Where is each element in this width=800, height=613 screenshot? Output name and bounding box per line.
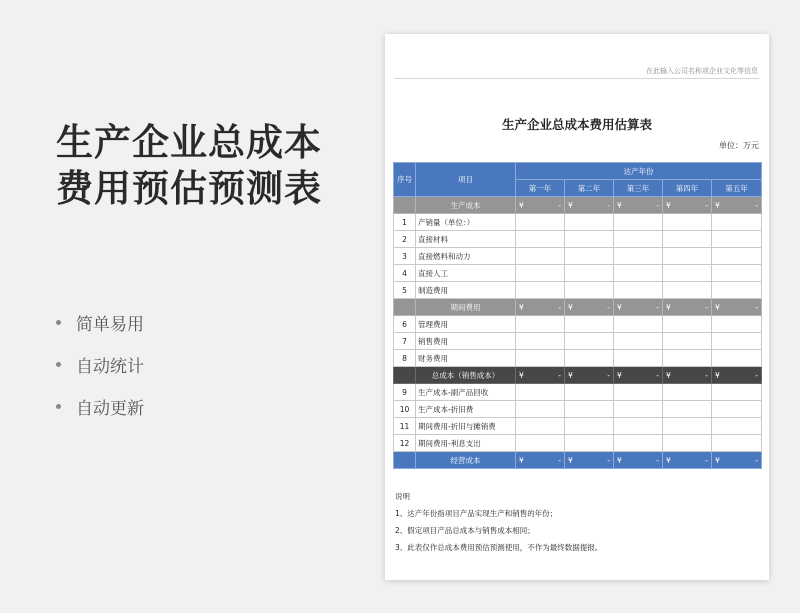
row-label: 生产成本-副产品回收 xyxy=(416,384,516,401)
currency-symbol: ¥ xyxy=(568,200,573,210)
section-seq-cell xyxy=(394,197,416,214)
value-cell[interactable] xyxy=(614,333,663,350)
value-cell[interactable] xyxy=(565,248,614,265)
cell-value: - xyxy=(656,455,659,465)
notes-heading: 说明 xyxy=(395,492,410,501)
row-label: 直接人工 xyxy=(416,265,516,282)
row-number: 9 xyxy=(394,384,416,401)
row-number: 12 xyxy=(394,435,416,452)
section-total-cell[interactable] xyxy=(663,367,712,384)
value-cell[interactable] xyxy=(565,350,614,367)
value-cell[interactable] xyxy=(663,231,712,248)
section-total-cell[interactable] xyxy=(614,197,663,214)
currency-symbol: ¥ xyxy=(568,302,573,312)
section-label: 经营成本 xyxy=(416,452,516,469)
cell-value: - xyxy=(705,302,708,312)
promo-title xyxy=(56,120,322,212)
value-cell[interactable] xyxy=(614,384,663,401)
feature-label: 自动更新 xyxy=(76,399,144,419)
value-cell[interactable] xyxy=(565,231,614,248)
value-cell[interactable] xyxy=(516,418,565,435)
currency-symbol: ¥ xyxy=(666,455,671,465)
value-cell[interactable] xyxy=(663,401,712,418)
header-year: 第一年 xyxy=(516,180,565,197)
section-seq-cell xyxy=(394,299,416,316)
cell-value: - xyxy=(607,370,610,380)
header-seq: 序号 xyxy=(394,163,416,197)
value-cell[interactable] xyxy=(712,282,762,299)
section-total-cell[interactable] xyxy=(712,197,762,214)
table-row xyxy=(394,214,762,231)
row-label: 期间费用-利息支出 xyxy=(416,435,516,452)
value-cell[interactable] xyxy=(663,418,712,435)
cell-value: - xyxy=(755,370,758,380)
feature-item xyxy=(56,312,144,333)
section-seq-cell xyxy=(394,367,416,384)
value-cell[interactable] xyxy=(712,316,762,333)
cell-value: - xyxy=(755,455,758,465)
section-total-cell[interactable] xyxy=(565,452,614,469)
currency-symbol: ¥ xyxy=(715,455,720,465)
cell-value: - xyxy=(656,302,659,312)
feature-item xyxy=(56,396,144,417)
value-cell[interactable] xyxy=(663,282,712,299)
document-title: 生产企业总成本费用估算表 xyxy=(501,117,652,132)
value-cell[interactable] xyxy=(565,282,614,299)
cell-value: - xyxy=(755,302,758,312)
promo-title-line1: 生产企业总成本 xyxy=(56,121,322,164)
row-label: 财务费用 xyxy=(416,350,516,367)
currency-symbol: ¥ xyxy=(617,455,622,465)
bullet-icon xyxy=(56,404,61,409)
row-label: 制造费用 xyxy=(416,282,516,299)
section-row xyxy=(394,197,762,214)
row-number: 6 xyxy=(394,316,416,333)
table-row xyxy=(394,282,762,299)
section-row xyxy=(394,367,762,384)
value-cell[interactable] xyxy=(565,435,614,452)
cell-value: - xyxy=(607,455,610,465)
cell-value: - xyxy=(607,302,610,312)
value-cell[interactable] xyxy=(565,333,614,350)
value-cell[interactable] xyxy=(712,401,762,418)
unit-label: 单位：万元 xyxy=(719,141,759,150)
value-cell[interactable] xyxy=(614,350,663,367)
table-row xyxy=(394,265,762,282)
currency-symbol: ¥ xyxy=(617,200,622,210)
section-label: 总成本（销售成本） xyxy=(416,367,516,384)
value-cell[interactable] xyxy=(712,384,762,401)
cell-value: - xyxy=(607,200,610,210)
section-total-cell[interactable] xyxy=(712,452,762,469)
table-row xyxy=(394,350,762,367)
value-cell[interactable] xyxy=(565,316,614,333)
section-total-cell[interactable] xyxy=(565,299,614,316)
currency-symbol: ¥ xyxy=(568,370,573,380)
value-cell[interactable] xyxy=(712,435,762,452)
feature-list xyxy=(56,312,144,438)
value-cell[interactable] xyxy=(516,401,565,418)
currency-symbol: ¥ xyxy=(715,200,720,210)
row-number: 8 xyxy=(394,350,416,367)
row-number: 10 xyxy=(394,401,416,418)
section-total-cell[interactable] xyxy=(614,367,663,384)
table-row xyxy=(394,418,762,435)
header-year: 第二年 xyxy=(565,180,614,197)
table-row xyxy=(394,384,762,401)
value-cell[interactable] xyxy=(516,333,565,350)
value-cell[interactable] xyxy=(712,333,762,350)
header-year: 第三年 xyxy=(614,180,663,197)
section-total-cell[interactable] xyxy=(565,367,614,384)
currency-symbol: ¥ xyxy=(715,370,720,380)
currency-symbol: ¥ xyxy=(715,302,720,312)
row-label: 产销量（单位：） xyxy=(416,214,516,231)
value-cell[interactable] xyxy=(614,435,663,452)
row-number: 1 xyxy=(394,214,416,231)
value-cell[interactable] xyxy=(663,333,712,350)
value-cell[interactable] xyxy=(663,214,712,231)
section-row xyxy=(394,299,762,316)
cell-value: - xyxy=(558,302,561,312)
value-cell[interactable] xyxy=(614,282,663,299)
header-year: 第五年 xyxy=(712,180,762,197)
cell-value: - xyxy=(705,200,708,210)
cell-value: - xyxy=(656,200,659,210)
value-cell[interactable] xyxy=(712,214,762,231)
value-cell[interactable] xyxy=(516,384,565,401)
spreadsheet-preview xyxy=(385,34,769,580)
note-item: 1、达产年份指项目产品实现生产和销售的年份； xyxy=(395,509,558,518)
value-cell[interactable] xyxy=(712,418,762,435)
table-row xyxy=(394,316,762,333)
value-cell[interactable] xyxy=(614,231,663,248)
section-total-cell[interactable] xyxy=(712,367,762,384)
table-row xyxy=(394,435,762,452)
value-cell[interactable] xyxy=(712,248,762,265)
value-cell[interactable] xyxy=(516,248,565,265)
feature-label: 简单易用 xyxy=(76,315,144,335)
value-cell[interactable] xyxy=(516,435,565,452)
value-cell[interactable] xyxy=(565,418,614,435)
value-cell[interactable] xyxy=(663,265,712,282)
value-cell[interactable] xyxy=(516,350,565,367)
value-cell[interactable] xyxy=(614,418,663,435)
row-label: 直接燃料和动力 xyxy=(416,248,516,265)
bullet-icon xyxy=(56,362,61,367)
value-cell[interactable] xyxy=(516,214,565,231)
cell-value: - xyxy=(558,370,561,380)
value-cell[interactable] xyxy=(565,384,614,401)
table-row xyxy=(394,333,762,350)
cell-value: - xyxy=(705,455,708,465)
feature-item xyxy=(56,354,144,375)
row-label: 销售费用 xyxy=(416,333,516,350)
value-cell[interactable] xyxy=(663,350,712,367)
section-total-cell[interactable] xyxy=(516,197,565,214)
currency-symbol: ¥ xyxy=(568,455,573,465)
value-cell[interactable] xyxy=(663,384,712,401)
currency-symbol: ¥ xyxy=(617,302,622,312)
section-total-cell[interactable] xyxy=(614,452,663,469)
row-label: 管理费用 xyxy=(416,316,516,333)
value-cell[interactable] xyxy=(565,265,614,282)
section-total-cell[interactable] xyxy=(712,299,762,316)
section-total-cell[interactable] xyxy=(663,452,712,469)
cell-value: - xyxy=(656,370,659,380)
section-total-cell[interactable] xyxy=(565,197,614,214)
currency-symbol: ¥ xyxy=(519,455,524,465)
value-cell[interactable] xyxy=(614,248,663,265)
value-cell[interactable] xyxy=(516,316,565,333)
header-item: 项目 xyxy=(416,163,516,197)
header-period: 达产年份 xyxy=(516,163,762,180)
row-number: 5 xyxy=(394,282,416,299)
section-total-cell[interactable] xyxy=(663,197,712,214)
cost-table xyxy=(393,162,762,469)
notes xyxy=(395,488,602,556)
value-cell[interactable] xyxy=(614,265,663,282)
cell-value: - xyxy=(705,370,708,380)
header-divider xyxy=(394,78,760,79)
currency-symbol: ¥ xyxy=(617,370,622,380)
company-placeholder[interactable]: 在此输入公司名称或企业文化等信息 xyxy=(646,67,758,75)
note-item: 2、假定项目产品总成本与销售成本相同； xyxy=(395,526,535,535)
currency-symbol: ¥ xyxy=(666,302,671,312)
value-cell[interactable] xyxy=(516,265,565,282)
section-label: 生产成本 xyxy=(416,197,516,214)
section-row xyxy=(394,452,762,469)
section-total-cell[interactable] xyxy=(516,367,565,384)
table-row xyxy=(394,248,762,265)
section-total-cell[interactable] xyxy=(614,299,663,316)
table-row xyxy=(394,231,762,248)
value-cell[interactable] xyxy=(614,316,663,333)
value-cell[interactable] xyxy=(614,214,663,231)
value-cell[interactable] xyxy=(663,316,712,333)
value-cell[interactable] xyxy=(565,214,614,231)
cell-value: - xyxy=(558,200,561,210)
value-cell[interactable] xyxy=(712,350,762,367)
currency-symbol: ¥ xyxy=(519,200,524,210)
value-cell[interactable] xyxy=(565,401,614,418)
currency-symbol: ¥ xyxy=(519,370,524,380)
header-year: 第四年 xyxy=(663,180,712,197)
value-cell[interactable] xyxy=(516,231,565,248)
value-cell[interactable] xyxy=(663,435,712,452)
row-label: 直接材料 xyxy=(416,231,516,248)
row-number: 3 xyxy=(394,248,416,265)
value-cell[interactable] xyxy=(712,265,762,282)
section-label: 期间费用 xyxy=(416,299,516,316)
row-number: 11 xyxy=(394,418,416,435)
value-cell[interactable] xyxy=(663,248,712,265)
cell-value: - xyxy=(558,455,561,465)
cell-value: - xyxy=(755,200,758,210)
row-label: 生产成本-折旧费 xyxy=(416,401,516,418)
promo-title-line2: 费用预估预测表 xyxy=(56,167,322,210)
value-cell[interactable] xyxy=(516,282,565,299)
currency-symbol: ¥ xyxy=(519,302,524,312)
bullet-icon xyxy=(56,320,61,325)
feature-label: 自动统计 xyxy=(76,357,144,377)
section-total-cell[interactable] xyxy=(516,299,565,316)
row-number: 7 xyxy=(394,333,416,350)
section-total-cell[interactable] xyxy=(663,299,712,316)
row-number: 4 xyxy=(394,265,416,282)
row-number: 2 xyxy=(394,231,416,248)
section-seq-cell xyxy=(394,452,416,469)
value-cell[interactable] xyxy=(614,401,663,418)
section-total-cell[interactable] xyxy=(516,452,565,469)
currency-symbol: ¥ xyxy=(666,200,671,210)
note-item: 3、此表仅作总成本费用预估预测使用，不作为最终数据提报。 xyxy=(395,543,603,552)
table-row xyxy=(394,401,762,418)
currency-symbol: ¥ xyxy=(666,370,671,380)
row-label: 期间费用-折旧与摊销费 xyxy=(416,418,516,435)
value-cell[interactable] xyxy=(712,231,762,248)
